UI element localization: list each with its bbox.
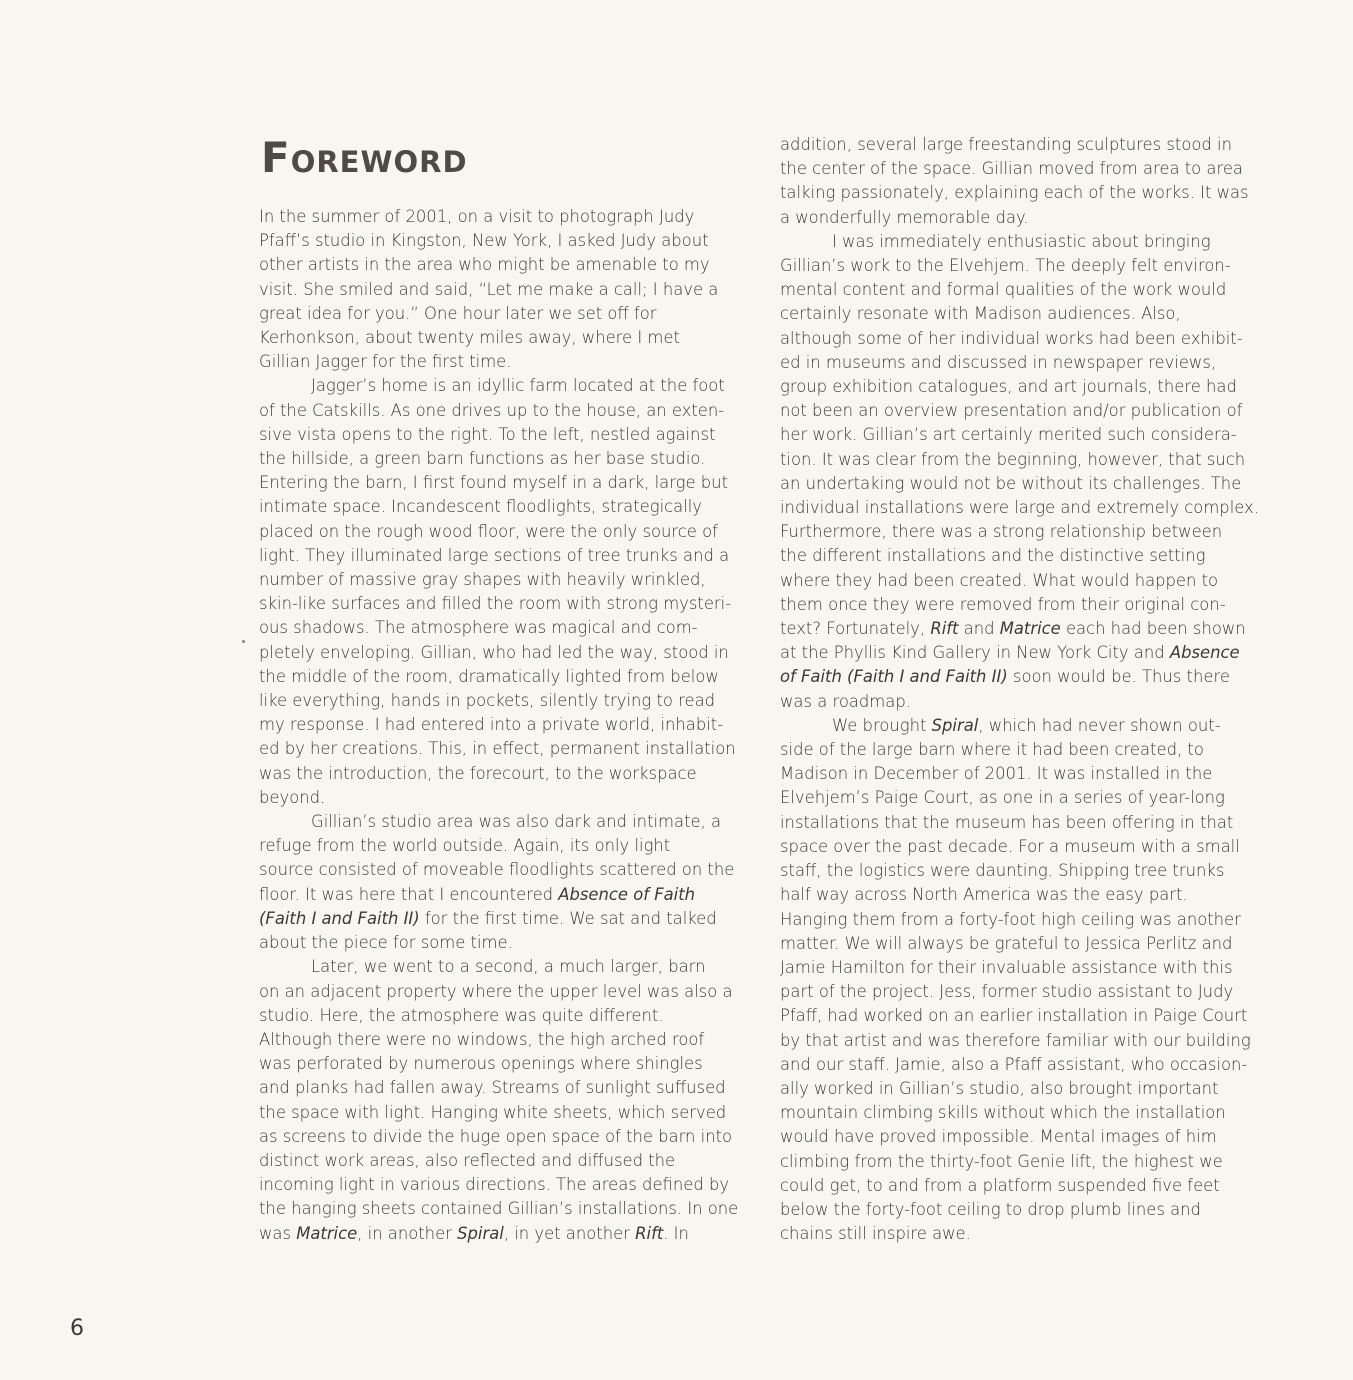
text-line [259, 616, 739, 640]
italic-title-text: of Faith (Faith I and Faith II) [780, 667, 1008, 687]
text-run: and planks had fallen away. Streams of sunlight suffused [259, 1078, 726, 1098]
text-run: as screens to divide the huge open space of the barn into [259, 1126, 733, 1146]
text-line [780, 593, 1260, 617]
text-run: about the piece for some time. [259, 933, 513, 953]
text-run: installations that the museum has been offering in that [780, 812, 1234, 832]
text-line [259, 1149, 739, 1173]
text-line [780, 714, 1260, 738]
text-line [780, 786, 1260, 810]
text-line [259, 592, 739, 616]
text-run: and [958, 619, 1000, 639]
text-line [780, 932, 1260, 956]
text-line [259, 205, 739, 229]
text-line [259, 1222, 739, 1246]
text-run: soon would be. Thus there [1007, 667, 1230, 687]
text-line [780, 1198, 1260, 1222]
text-run: her work. Gillian’s art certainly merited such considera- [780, 425, 1237, 445]
text-line [259, 253, 739, 277]
text-run: Elvehjem’s Paige Court, as one in a series of year-long [780, 788, 1225, 808]
italic-title-text: Rift [930, 619, 959, 639]
text-run: although some of her individual works had been exhibit- [780, 328, 1243, 348]
text-line [780, 738, 1260, 762]
text-run: of the Catskills. As one drives up to the house, an exten- [259, 400, 725, 420]
text-line [259, 447, 739, 471]
text-run: chains still inspire awe. [780, 1224, 971, 1244]
page-title: Foreword [261, 133, 468, 182]
text-run: Furthermore, there was a strong relationship between [780, 522, 1223, 542]
text-run: distinct work areas, also reflected and diffused the [259, 1150, 676, 1170]
text-run: below the forty-foot ceiling to drop plumb lines and [780, 1199, 1201, 1219]
text-line [259, 1076, 739, 1100]
text-run: was a roadmap. [780, 691, 911, 711]
text-line [780, 835, 1260, 859]
text-line [259, 689, 739, 713]
text-line [259, 1052, 739, 1076]
text-line [259, 907, 739, 931]
text-run: my response. I had entered into a private world, inhabit- [259, 715, 724, 735]
text-run: , in yet another [503, 1223, 636, 1243]
text-line [259, 1173, 739, 1197]
text-line [780, 399, 1260, 423]
text-line [259, 350, 739, 374]
text-line [780, 544, 1260, 568]
text-line [259, 326, 739, 350]
text-line [259, 568, 739, 592]
text-run: sive vista opens to the right. To the left, nestled against [259, 424, 716, 444]
text-line [780, 1004, 1260, 1028]
text-line [259, 1125, 739, 1149]
text-run: individual installations were large and extremely complex. [780, 498, 1259, 518]
text-run: at the Phyllis Kind Gallery in New York City and [780, 643, 1170, 663]
text-run: ous shadows. The atmosphere was magical and com- [259, 618, 698, 638]
text-run: the space with light. Hanging white sheets, which served [259, 1102, 727, 1122]
text-run: group exhibition catalogues, and art journals, there had [780, 377, 1237, 397]
text-run: would have proved impossible. Mental images of him [780, 1127, 1217, 1147]
text-run: the middle of the room, dramatically lighted from below [259, 666, 719, 686]
text-run: placed on the rough wood floor, were the only source of [259, 521, 718, 541]
text-run: a wonderfully memorable day. [780, 207, 1029, 227]
text-run: the different installations and the distinctive setting [780, 546, 1206, 566]
text-line [780, 351, 1260, 375]
text-run: text? Fortunately, [780, 619, 931, 639]
text-line [780, 448, 1260, 472]
text-line [259, 520, 739, 544]
italic-title-text: Rift [635, 1223, 664, 1243]
text-line [780, 1101, 1260, 1125]
text-run: tion. It was clear from the beginning, however, that such [780, 449, 1246, 469]
scan-speck [242, 640, 245, 643]
page-number: 6 [70, 1316, 84, 1341]
text-line [780, 1222, 1260, 1246]
text-line [780, 908, 1260, 932]
italic-title-text: Spiral [457, 1223, 504, 1243]
text-line [780, 496, 1260, 520]
text-line [259, 1004, 739, 1028]
text-run: part of the project. Jess, former studio assistant to Judy [780, 982, 1234, 1002]
text-line [780, 1053, 1260, 1077]
text-run: not been an overview presentation and/or publication of [780, 401, 1243, 421]
italic-title-text: Absence [1169, 643, 1240, 663]
text-run: studio. Here, the atmosphere was quite different. [259, 1005, 664, 1025]
text-line [780, 206, 1260, 230]
text-run: the hanging sheets contained Gillian’s installations. In one [259, 1199, 739, 1219]
text-line [780, 375, 1260, 399]
text-run: skin-like surfaces and filled the room with strong mysteri- [259, 594, 732, 614]
text-line [259, 737, 739, 761]
text-run: like everything, hands in pockets, silently trying to read [259, 691, 716, 711]
text-line [780, 520, 1260, 544]
text-run: Entering the barn, I first found myself in a dark, large but [259, 473, 728, 493]
text-line [259, 1197, 739, 1221]
text-run: source consisted of moveable floodlights scattered on the [259, 860, 735, 880]
text-run: ed in museums and discussed in newspaper reviews, [780, 352, 1217, 372]
text-run: space over the past decade. For a museum with a small [780, 836, 1240, 856]
text-line [780, 327, 1260, 351]
text-run: beyond. [259, 787, 326, 807]
text-run: incoming light in various directions. The areas defined by [259, 1175, 730, 1195]
text-run: half way across North America was the easy part. [780, 885, 1188, 905]
text-run: , which had never shown out- [978, 715, 1221, 735]
text-run: certainly resonate with Madison audiences. Also, [780, 304, 1181, 324]
text-run: Gillian’s work to the Elvehjem. The deeply felt environ- [780, 256, 1231, 276]
text-line [780, 617, 1260, 641]
text-run: for the first time. We sat and talked [419, 908, 717, 928]
text-line [259, 858, 739, 882]
text-run: refuge from the world outside. Again, its only light [259, 836, 671, 856]
text-line [780, 157, 1260, 181]
text-run: addition, several large freestanding sculptures stood in [780, 135, 1232, 154]
text-line [259, 1101, 739, 1125]
text-run: Jagger’s home is an idyllic farm located at the foot [311, 376, 725, 396]
text-run: where they had been created. What would happen to [780, 570, 1219, 590]
text-run: was the introduction, the forecourt, to the workspace [259, 763, 697, 783]
text-run: In the summer of 2001, on a visit to photograph Judy [259, 207, 695, 226]
text-line [259, 762, 739, 786]
text-run: . In [663, 1223, 689, 1243]
text-line [780, 665, 1260, 689]
text-run: staff, the logistics were daunting. Shipping tree trunks [780, 861, 1225, 881]
text-run: climbing from the thirty-foot Genie lift, the highest we [780, 1151, 1223, 1171]
text-run: floor. It was here that I encountered [259, 884, 559, 904]
text-line [780, 423, 1260, 447]
text-line [259, 810, 739, 834]
text-run: Gillian’s studio area was also dark and intimate, a [311, 812, 722, 832]
text-run: each had been shown [1060, 619, 1246, 639]
text-line [259, 834, 739, 858]
text-line [780, 859, 1260, 883]
right-text-column [780, 133, 1260, 1246]
italic-title-text: Absence of Faith [558, 884, 696, 904]
text-run: could get, to and from a platform suspended five feet [780, 1175, 1220, 1195]
text-line [780, 254, 1260, 278]
text-run: Gillian Jagger for the first time. [259, 352, 512, 372]
text-line [259, 471, 739, 495]
text-line [259, 229, 739, 253]
text-line [780, 1174, 1260, 1198]
text-run: Later, we went to a second, a much larger, barn [311, 957, 706, 977]
text-run: I was immediately enthusiastic about bringing [832, 231, 1211, 251]
text-line [780, 1077, 1260, 1101]
text-run: an undertaking would not be without its challenges. The [780, 473, 1242, 493]
text-line [780, 472, 1260, 496]
text-line [780, 133, 1260, 157]
text-run: mental content and formal qualities of the work would [780, 280, 1227, 300]
text-run: on an adjacent property where the upper level was also a [259, 981, 733, 1001]
text-run: visit. She smiled and said, “Let me make a call; I have a [259, 279, 719, 299]
text-line [780, 956, 1260, 980]
text-line [259, 641, 739, 665]
text-run: Hanging them from a forty-foot high ceiling was another [780, 909, 1241, 929]
text-run: Madison in December of 2001. It was installed in the [780, 764, 1213, 784]
text-line [780, 1125, 1260, 1149]
text-run: Although there were no windows, the high arched roof [259, 1029, 705, 1049]
text-line [780, 181, 1260, 205]
text-run: ally worked in Gillian’s studio, also brought important [780, 1078, 1219, 1098]
text-line [259, 399, 739, 423]
text-run: We brought [832, 715, 932, 735]
text-line [780, 980, 1260, 1004]
text-run: light. They illuminated large sections of tree trunks and a [259, 545, 730, 565]
text-line [780, 762, 1260, 786]
text-run: Pfaff, had worked on an earlier installation in Paige Court [780, 1006, 1248, 1026]
text-line [780, 230, 1260, 254]
text-line [259, 302, 739, 326]
text-run: Jamie Hamilton for their invaluable assistance with this [780, 957, 1233, 977]
text-run: Pfaff’s studio in Kingston, New York, I asked Judy about [259, 231, 709, 251]
text-line [780, 811, 1260, 835]
text-run: intimate space. Incandescent floodlights, strategically [259, 497, 702, 517]
text-line [259, 1028, 739, 1052]
text-line [780, 883, 1260, 907]
text-line [259, 955, 739, 979]
text-run: by that artist and was therefore familiar with our building [780, 1030, 1251, 1050]
text-line [259, 374, 739, 398]
italic-title-text: Matrice [296, 1223, 358, 1243]
text-line [259, 786, 739, 810]
italic-title-text: Matrice [999, 619, 1061, 639]
text-line [780, 641, 1260, 665]
text-run: , in another [357, 1223, 458, 1243]
text-run: them once they were removed from their original con- [780, 594, 1226, 614]
text-run: matter. We will always be grateful to Jessica Perlitz and [780, 933, 1233, 953]
text-line [259, 883, 739, 907]
text-run: side of the large barn where it had been created, to [780, 740, 1204, 760]
text-line [259, 665, 739, 689]
text-run: the center of the space. Gillian moved from area to area [780, 159, 1243, 179]
text-run: Kerhonkson, about twenty miles away, where I met [259, 328, 680, 348]
text-line [259, 931, 739, 955]
text-run: mountain climbing skills without which the installation [780, 1103, 1226, 1123]
text-run: talking passionately, explaining each of the works. It was [780, 183, 1249, 203]
text-line [780, 1150, 1260, 1174]
text-line [780, 569, 1260, 593]
text-line [780, 302, 1260, 326]
text-line [259, 423, 739, 447]
left-text-column [259, 205, 739, 1246]
text-run: great idea for you.” One hour later we set off for [259, 303, 657, 323]
text-line [259, 980, 739, 1004]
text-line [780, 278, 1260, 302]
italic-title-text: (Faith I and Faith II) [259, 908, 420, 928]
text-run: ed by her creations. This, in effect, permanent installation [259, 739, 736, 759]
text-line [780, 690, 1260, 714]
text-run: pletely enveloping. Gillian, who had led the way, stood in [259, 642, 729, 662]
text-line [259, 495, 739, 519]
text-line [259, 278, 739, 302]
text-run: other artists in the area who might be amenable to my [259, 255, 710, 275]
text-run: number of massive gray shapes with heavily wrinkled, [259, 570, 706, 590]
italic-title-text: Spiral [931, 715, 979, 735]
text-line [259, 544, 739, 568]
text-run: and our staff. Jamie, also a Pfaff assistant, who occasion- [780, 1054, 1248, 1074]
text-run: was [259, 1223, 297, 1243]
text-run: was perforated by numerous openings where shingles [259, 1054, 703, 1074]
text-line [259, 713, 739, 737]
text-run: the hillside, a green barn functions as her base studio. [259, 449, 706, 469]
text-line [780, 1029, 1260, 1053]
